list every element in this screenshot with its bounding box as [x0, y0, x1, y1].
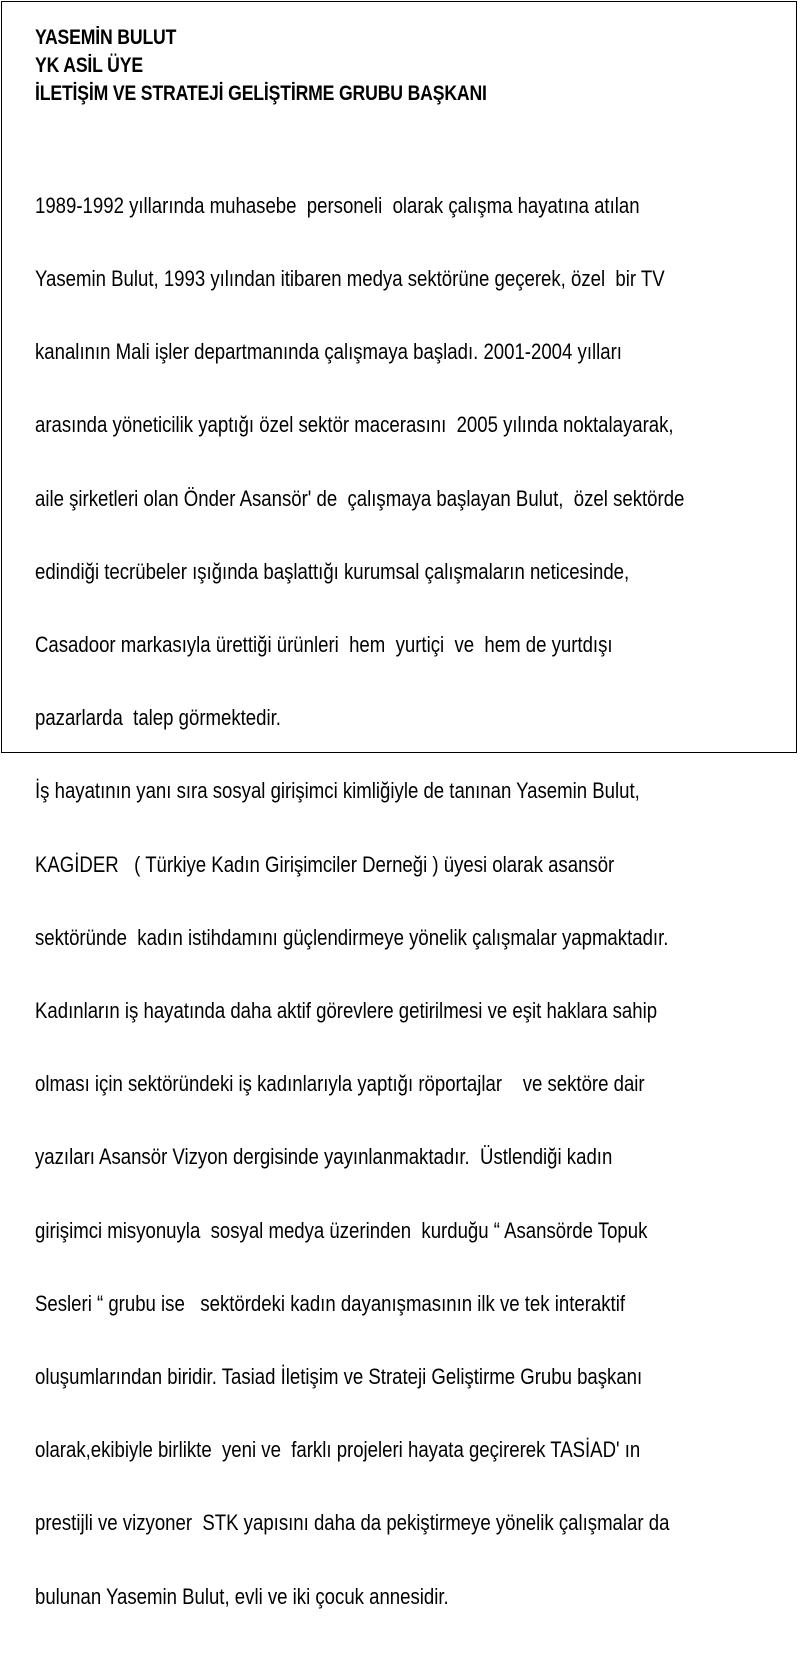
bio-line: bulunan Yasemin Bulut, evli ve iki çocuk annesidir. [35, 1583, 449, 1609]
bio-line: olması için sektöründeki iş kadınlarıyla yaptığı röportajlar ve sektöre dair [35, 1071, 645, 1097]
bio-line: olarak,ekibiyle birlikte yeni ve farklı projeleri hayata geçirerek TASİAD' ın [35, 1437, 641, 1463]
bio-line: Kadınların iş hayatında daha aktif görevlere getirilmesi ve eşit haklara sahip [35, 998, 658, 1024]
person-role: YK ASİL ÜYE [35, 54, 143, 77]
person-position: İLETİŞİM VE STRATEJİ GELİŞTİRME GRUBU BAŞKANI [35, 82, 487, 105]
bio-line: KAGİDER ( Türkiye Kadın Girişimciler Derneği ) üyesi olarak asansör [35, 851, 615, 877]
bio-line: girişimci misyonuyla sosyal medya üzerinden kurduğu “ Asansörde Topuk [35, 1217, 648, 1243]
bio-card [1, 1, 797, 1609]
bio-line: edindiği tecrübeler ışığında başlattığı kurumsal çalışmaların neticesinde, [35, 558, 630, 584]
bio-header [35, 24, 487, 108]
bio-line: Casadoor markasıyla ürettiği ürünleri hem yurtiçi ve hem de yurtdışı [35, 632, 613, 658]
bio-line: Sesleri “ grubu ise sektördeki kadın dayanışmasının ilk ve tek interaktif [35, 1290, 625, 1316]
person-name: YASEMİN BULUT [35, 26, 177, 49]
bio-line: İş hayatının yanı sıra sosyal girişimci kimliğiyle de tanınan Yasemin Bulut, [35, 778, 640, 804]
bio-line: kanalının Mali işler departmanında çalışmaya başladı. 2001-2004 yılları [35, 339, 622, 365]
bio-line: Yasemin Bulut, 1993 yılından itibaren medya sektörüne geçerek, özel bir TV [35, 266, 665, 292]
bio-line: pazarlarda talep görmektedir. [35, 705, 281, 731]
bio-line: prestijli ve vizyoner STK yapısını daha da pekiştirmeye yönelik çalışmalar da [35, 1510, 670, 1536]
bio-line: yazıları Asansör Vizyon dergisinde yayınlanmaktadır. Üstlendiği kadın [35, 1144, 613, 1170]
bio-line: sektöründe kadın istihdamını güçlendirmeye yönelik çalışmalar yapmaktadır. [35, 924, 669, 950]
bio-line: arasında yöneticilik yaptığı özel sektör macerasını 2005 yılında noktalayarak, [35, 412, 674, 438]
bio-line: aile şirketleri olan Önder Asansör' de çalışmaya başlayan Bulut, özel sektörde [35, 485, 685, 511]
bio-line: oluşumlarından biridir. Tasiad İletişim ve Strateji Geliştirme Grubu başkanı [35, 1364, 643, 1390]
bio-text [35, 145, 684, 1658]
bio-line: 1989-1992 yıllarında muhasebe personeli olarak çalışma hayatına atılan [35, 192, 640, 218]
